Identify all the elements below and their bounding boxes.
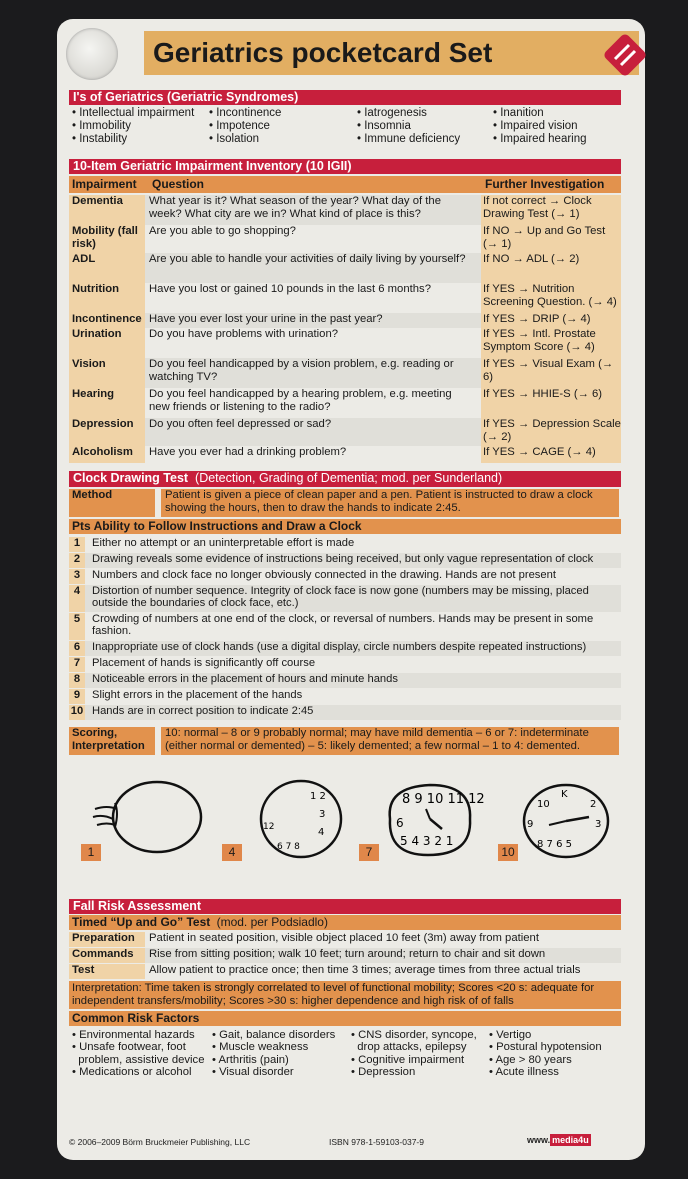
section-header-is: I's of Geriatrics (Geriatric Syndromes) [69, 90, 621, 105]
svg-text:1 2: 1 2 [310, 791, 326, 802]
impairment-cell: Mobility (fall risk) [69, 225, 145, 253]
list-item: • Incontinence [209, 107, 282, 119]
list-item: • Vertigo [489, 1029, 532, 1041]
clock-title-note: (Detection, Grading of Dementia; mod. per Sunderland) [195, 471, 503, 485]
method-text: Patient is given a piece of clean paper and a pen. Patient is instructed to draw a clock showing the hours, then to draw the hands to indicate 2:45. [161, 489, 619, 517]
col-header-further: Further Investigation [485, 177, 605, 191]
clock-title: Clock Drawing Test [73, 471, 189, 485]
isbn: ISBN 978-1-59103-037-9 [329, 1137, 424, 1147]
table-row [69, 225, 621, 253]
list-item [69, 553, 621, 568]
publisher-logo-icon [605, 35, 645, 75]
score-label: 1 [81, 844, 101, 861]
table-row [69, 446, 621, 463]
list-item [69, 657, 621, 672]
list-item: • Impaired hearing [493, 133, 587, 145]
tug-label-cell: Test [69, 964, 145, 979]
table-row [69, 932, 621, 947]
is-list [72, 107, 624, 149]
points-cell: 9 [69, 689, 85, 704]
question-cell: Do you feel handicapped by a hearing problem, e.g. meeting new friends or listening to the radio? [149, 388, 452, 413]
score-label: 4 [222, 844, 242, 861]
scoring-label: Scoring, Interpretation [69, 727, 155, 755]
list-item: • Impaired vision [493, 120, 578, 132]
tug-label-cell: Commands [69, 948, 145, 963]
interpretation-text: Interpretation: Time taken is strongly correlated to level of functional mobility; Scores <20 s: adequate for independent transfers/mobility; Scores >30 s: higher dependence and high risk of of falls [72, 982, 595, 1007]
svg-text:10: 10 [537, 799, 550, 810]
impairment-cell: Urination [69, 328, 145, 358]
list-item [69, 641, 621, 656]
list-item [69, 673, 621, 688]
tug-note: (mod. per Podsiadlo) [216, 915, 328, 929]
svg-text:9: 9 [527, 819, 534, 830]
website-prefix: www. [527, 1135, 551, 1145]
svg-text:6: 6 [396, 816, 404, 830]
further-cell: If YES → HHIE-S (→ 6) [481, 388, 621, 418]
clock-drawing-score-10 [519, 781, 613, 861]
list-item: • Immune deficiency [357, 133, 461, 145]
criteria-cell: Either no attempt or an uninterpretable effort is made [92, 537, 355, 549]
svg-text:5 4 3 2 1: 5 4 3 2 1 [400, 834, 454, 848]
table-row [69, 253, 621, 283]
interpretation-row [69, 981, 621, 1009]
points-cell: 6 [69, 641, 85, 656]
question-cell: Do you have problems with urination? [149, 328, 339, 340]
criteria-cell: Crowding of numbers at one end of the clock, or reversal of numbers. Hands may be present in some fashion. [92, 613, 594, 638]
list-item: • Visual disorder [212, 1065, 294, 1078]
punch-hole [66, 28, 118, 80]
score-label: 10 [498, 844, 518, 861]
list-item [69, 705, 621, 720]
website-brand: media4u [552, 1135, 589, 1145]
question-cell: Are you able to go shopping? [149, 225, 296, 237]
list-item: • Age > 80 years [489, 1053, 572, 1066]
list-item: • Iatrogenesis [357, 107, 427, 119]
further-cell: If NO → ADL (→ 2) [481, 253, 621, 283]
question-cell: Have you lost or gained 10 pounds in the last 6 months? [149, 283, 431, 295]
svg-text:3: 3 [595, 819, 602, 830]
tug-title: Timed “Up and Go” Test [72, 915, 211, 929]
criteria-cell: Inappropriate use of clock hands (use a digital display, circle numbers despite repeated instructions) [92, 641, 587, 653]
section-header-igii: 10-Item Geriatric Impairment Inventory (10 IGII) [69, 159, 621, 174]
list-item: • Depression [351, 1065, 416, 1078]
section-header-clock [69, 471, 621, 487]
criteria-cell: Drawing reveals some evidence of instructions being received, but only vague representation of clock [92, 553, 594, 565]
clock-drawing-score-4 [255, 777, 347, 861]
svg-text:3: 3 [319, 809, 326, 820]
svg-text:4: 4 [318, 827, 325, 838]
list-item: • Unsafe footwear, foot [72, 1041, 186, 1054]
method-label: Method [69, 489, 155, 517]
criteria-cell: Slight errors in the placement of the hands [92, 689, 303, 701]
criteria-cell: Placement of hands is significantly off course [92, 657, 316, 669]
further-cell: If YES → Depression Scale (→ 2) [481, 418, 621, 446]
impairment-cell: Vision [69, 358, 145, 388]
list-item: • Inanition [493, 107, 544, 119]
table-row [69, 418, 621, 446]
card-title: Geriatrics pocketcard Set [153, 37, 493, 68]
list-item: • Intellectual impairment [72, 107, 195, 119]
list-item: • Isolation [209, 133, 260, 145]
svg-text:K: K [561, 789, 568, 800]
crf-col-3 [351, 1029, 477, 1078]
question-cell: Have you ever lost your urine in the past year? [149, 313, 383, 325]
list-item: • Muscle weakness [212, 1041, 309, 1054]
clock-drawing-score-1 [85, 779, 205, 859]
list-item: • Insomnia [357, 120, 411, 132]
scoring-row [69, 727, 621, 755]
table-row [69, 195, 621, 225]
table-row [69, 948, 621, 963]
svg-text:2: 2 [590, 799, 597, 810]
points-cell: 10 [69, 705, 85, 720]
crf-col-2 [212, 1029, 335, 1078]
list-item: • Acute illness [489, 1065, 559, 1078]
impairment-cell: Alcoholism [69, 446, 145, 463]
list-item [69, 585, 621, 612]
pts-header-text: Pts Ability to Follow Instructions and Draw a Clock [72, 519, 362, 533]
criteria-cell: Noticeable errors in the placement of hours and minute hands [92, 673, 398, 685]
points-cell: 2 [69, 553, 85, 568]
table-row [69, 358, 621, 388]
impairment-cell: ADL [69, 253, 145, 283]
pts-header [69, 519, 621, 534]
list-item: • Cognitive impairment [351, 1053, 465, 1066]
criteria-cell: Hands are in correct position to indicate 2:45 [92, 705, 314, 717]
col-header-impairment: Impairment [72, 177, 137, 191]
col-header-question: Question [152, 177, 205, 191]
question-cell: Do you often feel depressed or sad? [149, 418, 332, 430]
question-cell: Are you able to handle your activities of daily living by yourself? [149, 253, 466, 265]
table-row [69, 313, 621, 328]
list-item: • Instability [72, 133, 128, 145]
scoring-text: 10: normal – 8 or 9 probably normal; may have mild dementia – 6 or 7: indeterminate (either normal or demented) – 5: likely demented; a few normal – 1 to 4: demented. [161, 727, 619, 755]
list-item: • Immobility [72, 120, 131, 132]
crf-title: Common Risk Factors [72, 1011, 200, 1025]
crf-header [69, 1011, 621, 1026]
list-item: • Gait, balance disorders [212, 1029, 336, 1041]
table-row [69, 328, 621, 358]
svg-text:8 9 10 11 12: 8 9 10 11 12 [402, 792, 485, 807]
list-item: drop attacks, epilepsy [351, 1041, 467, 1054]
impairment-cell: Hearing [69, 388, 145, 418]
is-col-3 [357, 107, 460, 146]
tug-text-cell: Patient in seated position, visible object placed 10 feet (3m) away from patient [149, 932, 539, 944]
further-cell: If YES → Intl. Prostate Symptom Score (→ 4) [481, 328, 621, 358]
tug-label-cell: Preparation [69, 932, 145, 947]
section-header-fall: Fall Risk Assessment [69, 899, 621, 914]
risk-factors-list [72, 1029, 624, 1083]
points-cell: 3 [69, 569, 85, 584]
score-label: 7 [359, 844, 379, 861]
tug-text-cell: Rise from sitting position; walk 10 feet; turn around; return to chair and sit down [149, 948, 546, 960]
list-item: • Impotence [209, 120, 270, 132]
list-item: • CNS disorder, syncope, [351, 1029, 477, 1041]
impairment-cell: Dementia [69, 195, 145, 225]
further-cell: If YES → DRIP (→ 4) [481, 313, 621, 328]
igii-table-header [69, 176, 621, 193]
points-cell: 7 [69, 657, 85, 672]
criteria-cell: Distortion of number sequence. Integrity of clock face is now gone (numbers may be missing, placed outside the boundaries of clock face, etc.) [92, 585, 589, 610]
impairment-cell: Depression [69, 418, 145, 446]
table-row [69, 388, 621, 418]
method-row [69, 489, 621, 517]
clock-drawing-score-7 [382, 779, 485, 859]
impairment-cell: Nutrition [69, 283, 145, 313]
list-item [69, 569, 621, 584]
question-cell: Do you feel handicapped by a vision problem, e.g. reading or watching TV? [149, 358, 454, 383]
list-item: • Arthritis (pain) [212, 1053, 289, 1066]
svg-text:12: 12 [263, 822, 275, 832]
points-cell: 1 [69, 537, 85, 552]
criteria-cell: Numbers and clock face no longer obviously connected in the drawing. Hands are not present [92, 569, 556, 581]
crf-col-4 [489, 1029, 602, 1078]
is-col-1 [72, 107, 194, 146]
list-item: • Environmental hazards [72, 1029, 195, 1041]
is-col-2 [209, 107, 281, 146]
points-cell: 5 [69, 613, 85, 640]
list-item: problem, assistive device [72, 1053, 205, 1066]
crf-col-1 [72, 1029, 204, 1078]
is-col-4 [493, 107, 587, 146]
table-row [69, 283, 621, 313]
list-item [69, 537, 621, 552]
list-item: • Medications or alcohol [72, 1065, 192, 1078]
list-item: • Postural hypotension [489, 1041, 602, 1054]
pocketcard [57, 19, 645, 1160]
list-item [69, 689, 621, 704]
points-cell: 8 [69, 673, 85, 688]
further-cell: If YES → Nutrition Screening Question. (→ 4) [481, 283, 621, 313]
table-row [69, 964, 621, 979]
further-cell: If YES → CAGE (→ 4) [481, 446, 621, 463]
tug-header [69, 915, 621, 930]
question-cell: What year is it? What season of the year? What day of the week? What city are we in? What kind of place is this? [149, 195, 441, 220]
copyright: © 2006–2009 Börm Bruckmeier Publishing, LLC [69, 1137, 251, 1147]
title-bar [144, 31, 639, 75]
question-cell: Have you ever had a drinking problem? [149, 446, 347, 458]
further-cell: If YES → Visual Exam (→ 6) [481, 358, 621, 388]
list-item [69, 613, 621, 640]
svg-text:8 7 6 5: 8 7 6 5 [537, 839, 572, 850]
svg-text:6 7 8: 6 7 8 [277, 842, 300, 852]
tug-text-cell: Allow patient to practice once; then time 3 times; average times from three actual trials [149, 964, 581, 976]
further-cell: If not correct → Clock Drawing Test (→ 1) [481, 195, 621, 225]
further-cell: If NO → Up and Go Test (→ 1) [481, 225, 621, 253]
points-cell: 4 [69, 585, 85, 612]
impairment-cell: Incontinence [69, 313, 145, 328]
website-link[interactable] [527, 1135, 591, 1145]
